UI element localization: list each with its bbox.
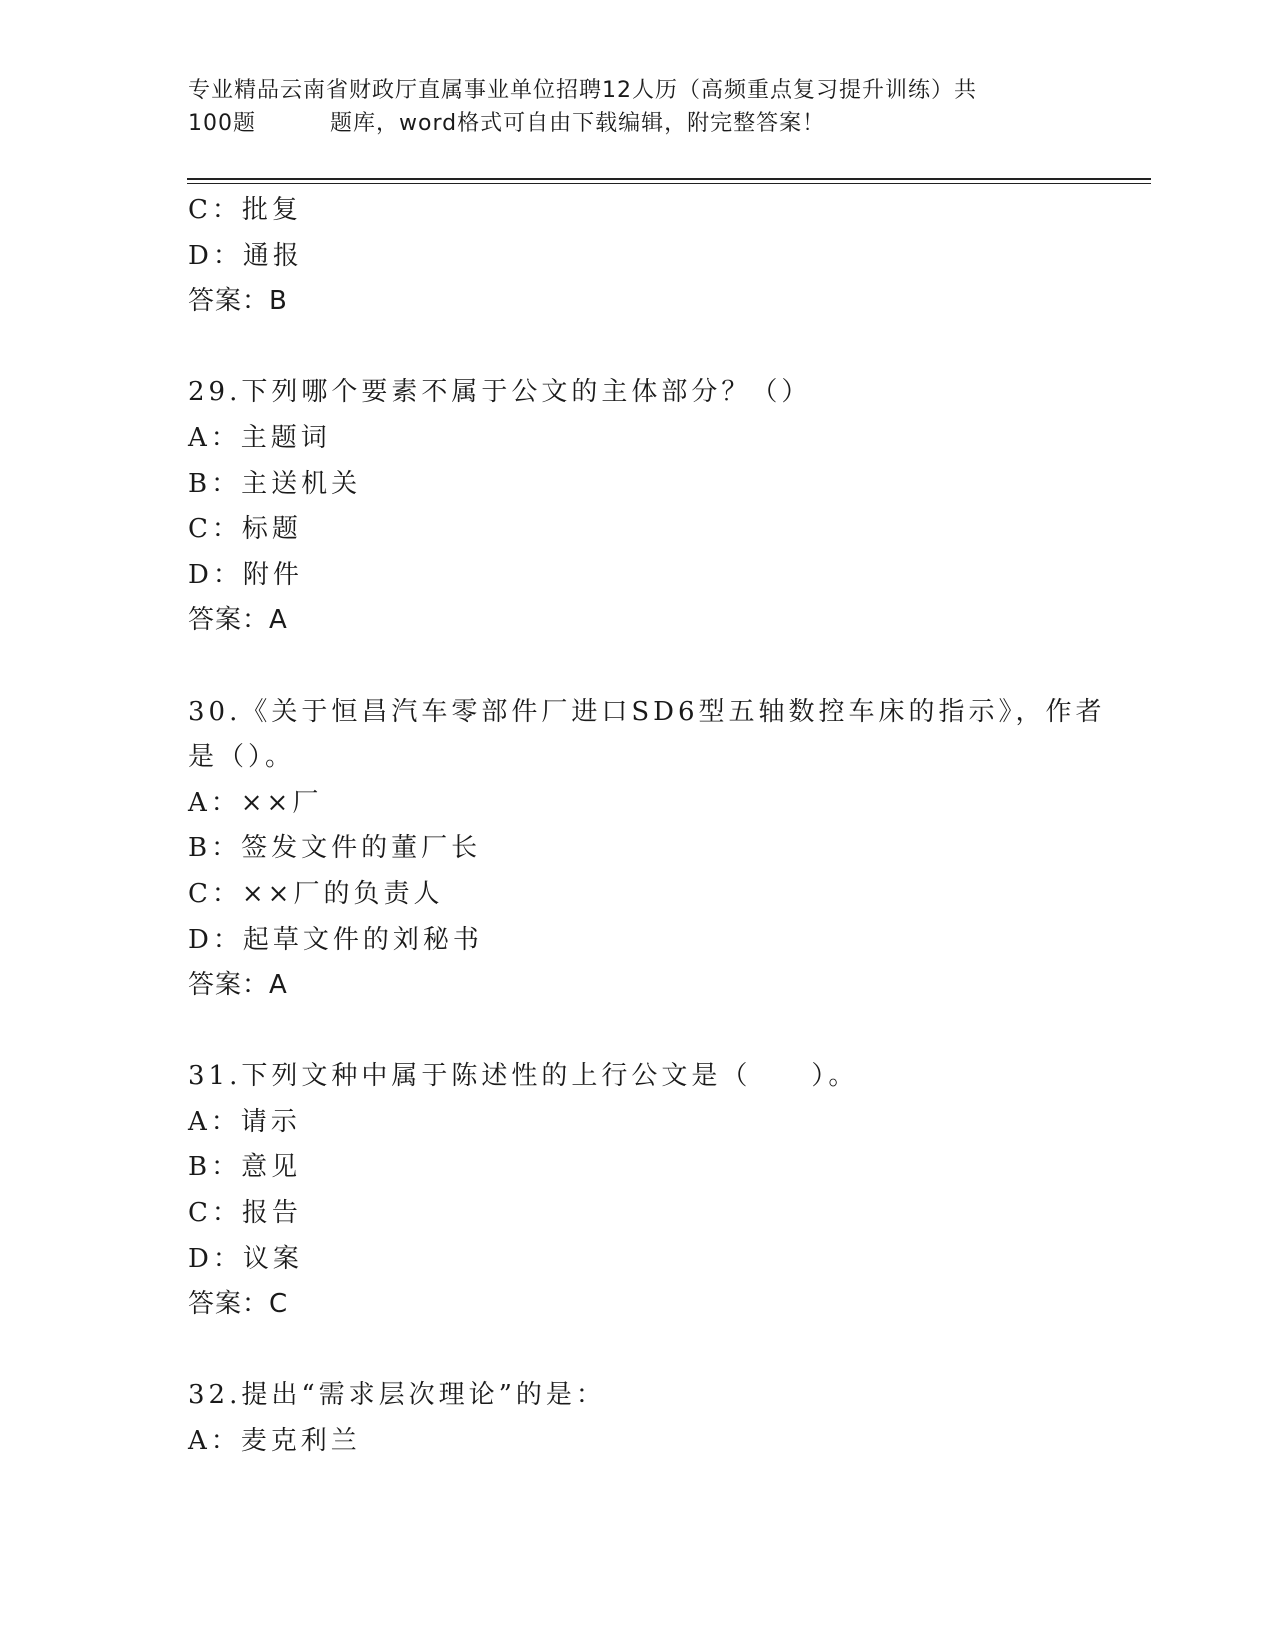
option-d: D：议案: [188, 1243, 303, 1274]
option-a: A：请示: [188, 1106, 301, 1137]
option-a: A：××厂: [188, 787, 323, 818]
question-text-line-1: 30.《关于恒昌汽车零部件厂进口SD6型五轴数控车床的指示》，作者: [188, 696, 1106, 727]
answer: 答案：C: [188, 1289, 289, 1320]
option-b: B：意见: [188, 1152, 302, 1183]
question-text: 31.下列文种中属于陈述性的上行公文是（ ）。: [188, 1061, 859, 1092]
question-block-32: [188, 1373, 1088, 1464]
option-b: B：签发文件的董厂长: [188, 833, 482, 864]
option-c: C：××厂的负责人: [188, 878, 444, 909]
question-block-prev: [188, 188, 1088, 325]
option-c: C：报告: [188, 1198, 302, 1229]
question-block-31: [188, 1054, 1088, 1328]
question-text: 29.下列哪个要素不属于公文的主体部分？（）: [188, 377, 812, 408]
question-list: [188, 188, 1106, 1465]
option-c: C：批复: [188, 195, 302, 225]
header-title-line-2: [188, 107, 1048, 140]
header-count: 100题: [188, 111, 256, 136]
header-divider-thick: [187, 178, 1151, 180]
option-b: B：主送机关: [188, 468, 362, 499]
answer: 答案：A: [188, 605, 288, 636]
answer: 答案：B: [188, 286, 288, 317]
option-d: D：通报: [188, 240, 303, 271]
header-divider-thin: [187, 183, 1151, 184]
header-title-line-1: 专业精品云南省财政厅直属事业单位招聘12人历（高频重点复习提升训练）共: [188, 78, 977, 103]
option-c: C：标题: [188, 514, 302, 545]
option-a: A：主题词: [188, 422, 331, 453]
header-description: 题库，word格式可自由下载编辑，附完整答案！: [330, 111, 826, 136]
question-text-line-2: 是（）。: [188, 742, 296, 773]
question-text: 32.提出“需求层次理论”的是：: [188, 1380, 606, 1411]
question-block-29: [188, 370, 1088, 644]
question-block-30: [188, 690, 1106, 1009]
option-d: D：附件: [188, 559, 303, 590]
answer: 答案：A: [188, 970, 288, 1001]
option-a: A：麦克利兰: [188, 1426, 361, 1457]
option-d: D：起草文件的刘秘书: [188, 924, 483, 955]
document-header: [188, 74, 1048, 140]
